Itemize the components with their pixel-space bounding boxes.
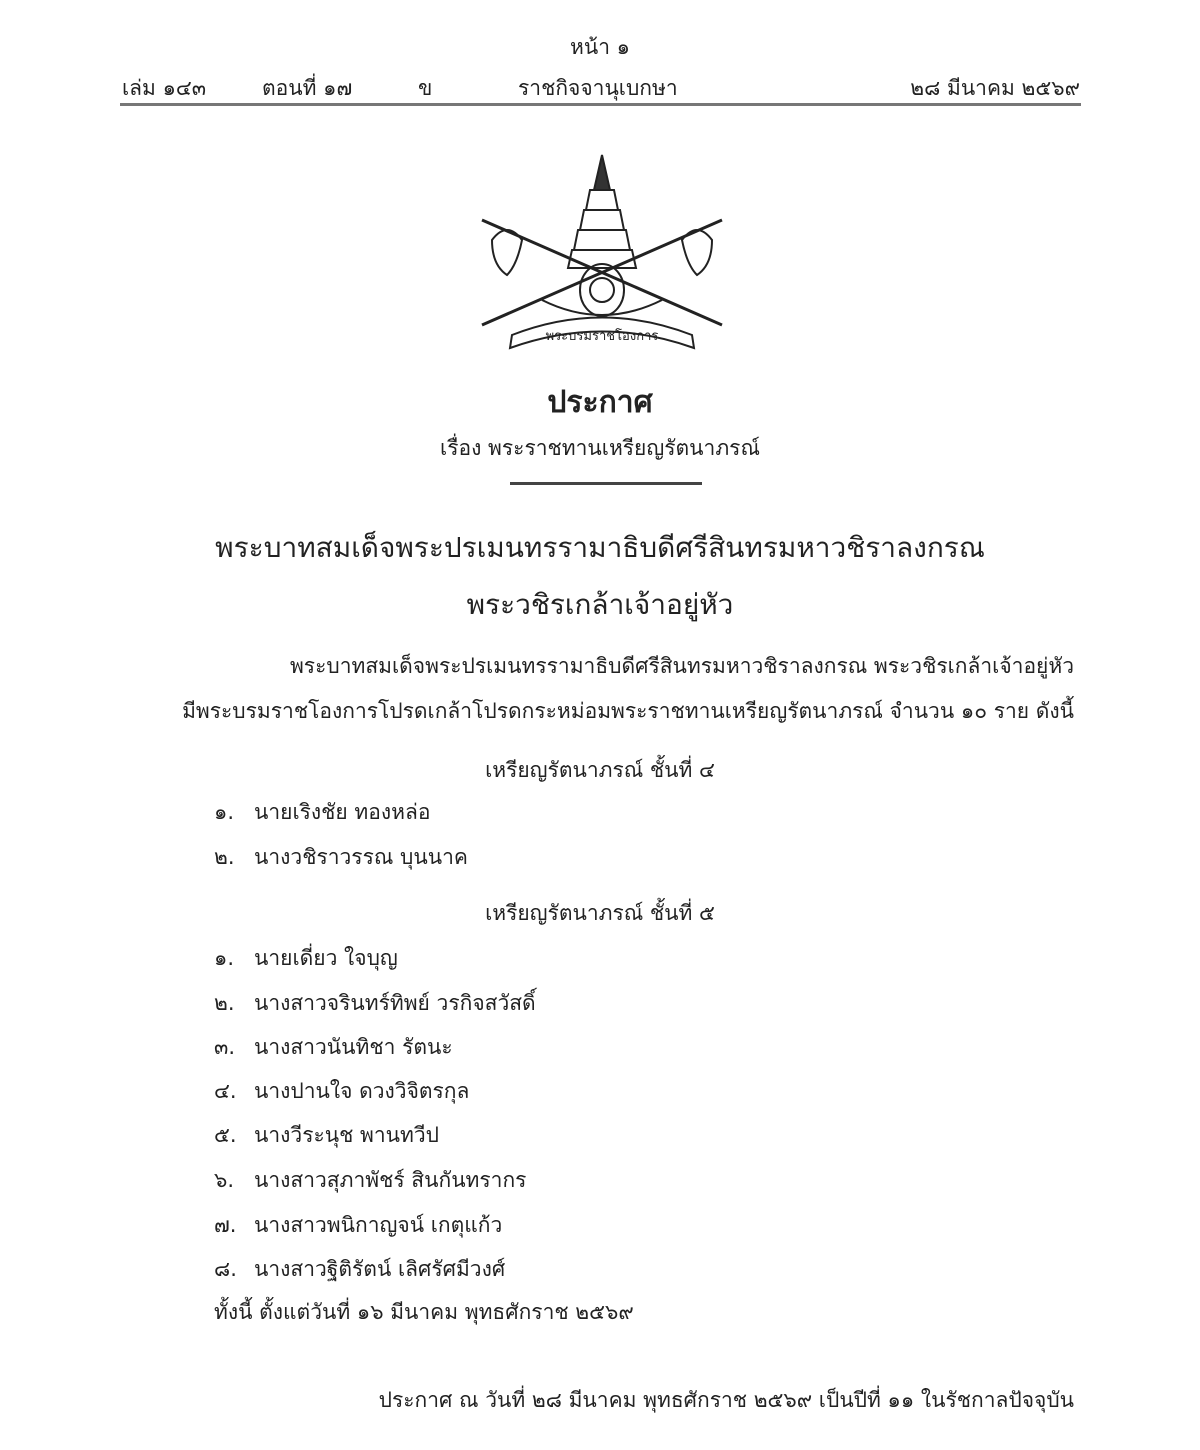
king-title-line-1: พระบาทสมเด็จพระปรเมนทรรามาธิบดีศรีสินทรมหาวชิราลงกรณ	[215, 531, 985, 564]
list-item	[214, 1121, 439, 1149]
list-item	[214, 1033, 453, 1061]
list-item	[214, 944, 398, 972]
volume: เล่ม ๑๔๓	[122, 76, 207, 100]
item-number: ๒.	[214, 991, 235, 1015]
document-subject: เรื่อง พระราชทานเหรียญรัตนาภรณ์	[440, 436, 760, 460]
paragraph-line-1: พระบาทสมเด็จพระปรเมนทรรามาธิบดีศรีสินทรมหาวชิราลงกรณ พระวชิรเกล้าเจ้าอยู่หัว	[289, 654, 1074, 678]
list-item	[214, 1166, 526, 1194]
recipient-name: นางสาวจรินทร์ทิพย์ วรกิจสวัสดิ์	[254, 991, 536, 1015]
issue-date: ๒๘ มีนาคม ๒๕๖๙	[910, 76, 1080, 100]
item-number: ๔.	[214, 1079, 237, 1103]
recipient-name: นางวีระนุช พานทวีป	[254, 1123, 439, 1147]
section-heading-class-5: เหรียญรัตนาภรณ์ ชั้นที่ ๕	[485, 901, 715, 925]
recipient-name: นางวชิราวรรณ บุนนาค	[254, 845, 468, 869]
closing-statement: ประกาศ ณ วันที่ ๒๘ มีนาคม พุทธศักราช ๒๕๖๙ เป็นปีที่ ๑๑ ในรัชกาลปัจจุบัน	[378, 1388, 1074, 1412]
recipient-name: นางสาวพนิกาญจน์ เกตุแก้ว	[254, 1213, 503, 1237]
list-item	[214, 843, 468, 871]
item-number: ๒.	[214, 845, 235, 869]
list-item	[214, 1077, 469, 1105]
list-item	[214, 989, 536, 1017]
header-divider	[120, 103, 1081, 106]
recipient-name: นางสาวฐิติรัตน์ เลิศรัศมีวงศ์	[254, 1257, 506, 1281]
king-title-line-2: พระวชิรเกล้าเจ้าอยู่หัว	[466, 588, 734, 621]
subject-divider	[510, 482, 702, 485]
section-part: ข	[418, 76, 433, 100]
seal-lettering: พระบรมราชโองการ	[545, 329, 659, 344]
item-number: ๕.	[214, 1123, 237, 1147]
item-number: ๓.	[214, 1035, 236, 1059]
list-item	[214, 1255, 505, 1283]
item-number: ๘.	[214, 1257, 237, 1281]
item-number: ๑.	[214, 800, 235, 824]
royal-seal-emblem	[472, 150, 732, 360]
document-type: ประกาศ	[547, 385, 653, 420]
item-number: ๗.	[214, 1213, 237, 1237]
item-number: ๖.	[214, 1168, 235, 1192]
paragraph-line-2: มีพระบรมราชโองการโปรดเกล้าโปรดกระหม่อมพระราชทานเหรียญรัตนาภรณ์ จำนวน ๑๐ ราย ดังนี้	[182, 699, 1074, 723]
recipient-name: นางสาวสุภาพัชร์ สินกันทรากร	[254, 1168, 527, 1192]
recipient-name: นางปานใจ ดวงวิจิตรกุล	[254, 1079, 470, 1103]
recipient-name: นายเดี่ยว ใจบุญ	[254, 946, 398, 970]
effective-date: ทั้งนี้ ตั้งแต่วันที่ ๑๖ มีนาคม พุทธศักราช ๒๕๖๙	[214, 1300, 634, 1324]
page-number: หน้า ๑	[570, 35, 630, 59]
section-heading-class-4: เหรียญรัตนาภรณ์ ชั้นที่ ๔	[485, 758, 715, 782]
gazette-name: ราชกิจจานุเบกษา	[518, 76, 678, 100]
section-number: ตอนที่ ๑๗	[262, 76, 353, 100]
list-item	[214, 1211, 502, 1239]
item-number: ๑.	[214, 946, 235, 970]
list-item	[214, 798, 430, 826]
recipient-name: นายเริงชัย ทองหล่อ	[254, 800, 431, 824]
recipient-name: นางสาวนันทิชา รัตนะ	[254, 1035, 453, 1059]
